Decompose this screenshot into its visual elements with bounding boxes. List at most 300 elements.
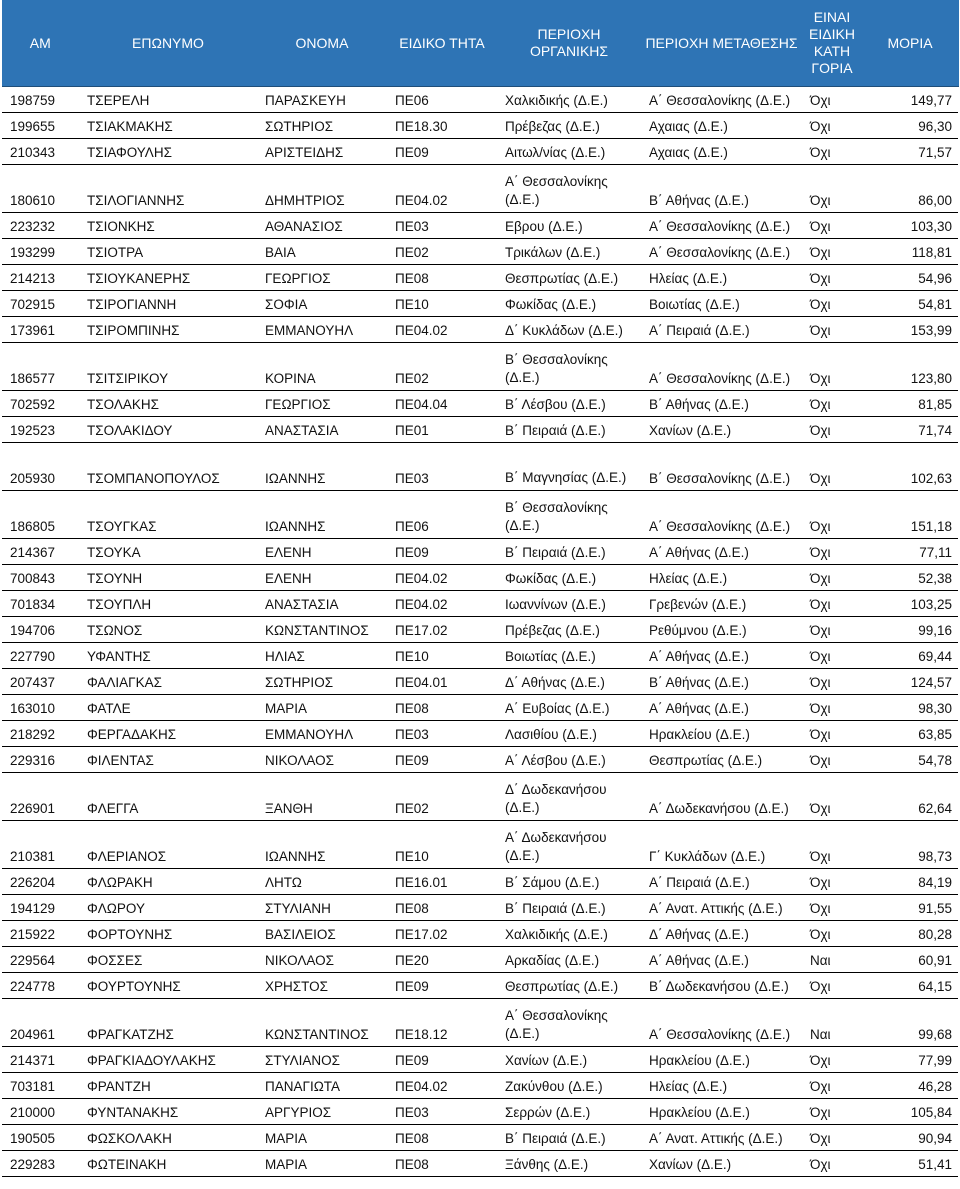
table-row	[2, 265, 958, 291]
points-cell: 103,25	[862, 591, 958, 617]
points-cell: 153,99	[862, 317, 958, 343]
name-cell: ΗΛΙΑΣ	[257, 643, 387, 669]
name-cell: ΣΤΥΛΙΑΝΟΣ	[257, 1047, 387, 1073]
am-cell: 190505	[2, 1125, 79, 1151]
table-row	[2, 1125, 958, 1151]
col-am-header: ΑΜ	[2, 0, 79, 87]
specialty-cell: ΠΕ06	[387, 87, 497, 113]
name-cell: ΚΩΝΣΤΑΝΤΙΝΟΣ	[257, 617, 387, 643]
specialty-cell: ΠΕ10	[387, 821, 497, 869]
table-row	[2, 747, 958, 773]
specialty-cell: ΠΕ03	[387, 721, 497, 747]
origin-region-cell: Β΄ Πειραιά (Δ.Ε.)	[497, 539, 641, 565]
name-cell: ΣΟΦΙΑ	[257, 291, 387, 317]
specialty-cell: ΠΕ09	[387, 973, 497, 999]
surname-cell: ΤΣΟΥΓΚΑΣ	[79, 491, 257, 539]
am-cell: 703181	[2, 1073, 79, 1099]
origin-region-cell: Ξάνθης (Δ.Ε.)	[497, 1151, 641, 1177]
name-cell: ΜΑΡΙΑ	[257, 1151, 387, 1177]
specialty-cell: ΠΕ17.02	[387, 921, 497, 947]
name-cell: ΝΙΚΟΛΑΟΣ	[257, 947, 387, 973]
surname-cell: ΤΣΙΟΥΚΑΝΕΡΗΣ	[79, 265, 257, 291]
special-category-cell: Όχι	[802, 113, 862, 139]
points-cell: 77,11	[862, 539, 958, 565]
col-name-header: ΟΝΟΜΑ	[257, 0, 387, 87]
surname-cell: ΤΣΙΡΟΓΙΑΝΝΗ	[79, 291, 257, 317]
transfer-region-cell: Θεσπρωτίας (Δ.Ε.)	[641, 747, 802, 773]
special-category-cell: Όχι	[802, 1099, 862, 1125]
table-row	[2, 317, 958, 343]
transfer-region-cell: Ηλείας (Δ.Ε.)	[641, 265, 802, 291]
surname-cell: ΦΛΕΡΙΑΝΟΣ	[79, 821, 257, 869]
specialty-cell: ΠΕ06	[387, 491, 497, 539]
am-cell: 194706	[2, 617, 79, 643]
origin-region-cell: Δ΄ Δωδεκανήσου (Δ.Ε.)	[497, 773, 641, 821]
transfer-region-cell: Β΄ Θεσσαλονίκης (Δ.Ε.)	[641, 443, 802, 491]
name-cell: ΑΝΑΣΤΑΣΙΑ	[257, 417, 387, 443]
surname-cell: ΦΟΣΣΕΣ	[79, 947, 257, 973]
col-special-category-header: ΕΙΝΑΙ ΕΙΔΙΚΗ ΚΑΤΗ ΓΟΡΙΑ	[802, 0, 862, 87]
specialty-cell: ΠΕ04.02	[387, 317, 497, 343]
transfer-region-cell: Α΄ Αθήνας (Δ.Ε.)	[641, 643, 802, 669]
specialty-cell: ΠΕ08	[387, 1151, 497, 1177]
transfer-region-cell: Α΄ Πειραιά (Δ.Ε.)	[641, 869, 802, 895]
transfer-region-cell: Α΄ Πειραιά (Δ.Ε.)	[641, 317, 802, 343]
table-row	[2, 139, 958, 165]
transfer-region-cell: Α΄ Ανατ. Αττικής (Δ.Ε.)	[641, 1125, 802, 1151]
surname-cell: ΦΥΝΤΑΝΑΚΗΣ	[79, 1099, 257, 1125]
special-category-cell: Όχι	[802, 695, 862, 721]
transfer-region-cell: Α΄ Θεσσαλονίκης (Δ.Ε.)	[641, 239, 802, 265]
specialty-cell: ΠΕ04.02	[387, 591, 497, 617]
table-row	[2, 669, 958, 695]
surname-cell: ΦΩΤΕΙΝΑΚΗ	[79, 1151, 257, 1177]
surname-cell: ΦΑΛΙΑΓΚΑΣ	[79, 669, 257, 695]
points-cell: 103,30	[862, 213, 958, 239]
special-category-cell: Όχι	[802, 669, 862, 695]
specialty-cell: ΠΕ04.02	[387, 565, 497, 591]
special-category-cell: Όχι	[802, 213, 862, 239]
surname-cell: ΥΦΑΝΤΗΣ	[79, 643, 257, 669]
table-row	[2, 391, 958, 417]
origin-region-cell: Βοιωτίας (Δ.Ε.)	[497, 643, 641, 669]
surname-cell: ΦΙΛΕΝΤΑΣ	[79, 747, 257, 773]
col-origin-region-header: ΠΕΡΙΟΧΗ ΟΡΓΑΝΙΚΗΣ	[497, 0, 641, 87]
special-category-cell: Όχι	[802, 491, 862, 539]
table-row	[2, 1073, 958, 1099]
points-cell: 99,16	[862, 617, 958, 643]
table-row	[2, 443, 958, 491]
points-cell: 54,96	[862, 265, 958, 291]
points-cell: 52,38	[862, 565, 958, 591]
transfer-region-cell: Β΄ Δωδεκανήσου (Δ.Ε.)	[641, 973, 802, 999]
table-row	[2, 869, 958, 895]
points-cell: 60,91	[862, 947, 958, 973]
surname-cell: ΦΩΣΚΟΛΑΚΗ	[79, 1125, 257, 1151]
special-category-cell: Όχι	[802, 1047, 862, 1073]
am-cell: 226901	[2, 773, 79, 821]
am-cell: 194129	[2, 895, 79, 921]
surname-cell: ΦΛΩΡΑΚΗ	[79, 869, 257, 895]
specialty-cell: ΠΕ08	[387, 695, 497, 721]
origin-region-cell: Σερρών (Δ.Ε.)	[497, 1099, 641, 1125]
am-cell: 186805	[2, 491, 79, 539]
table-row	[2, 113, 958, 139]
points-cell: 71,74	[862, 417, 958, 443]
am-cell: 702592	[2, 391, 79, 417]
points-cell: 80,28	[862, 921, 958, 947]
am-cell: 163010	[2, 695, 79, 721]
am-cell: 192523	[2, 417, 79, 443]
transfer-region-cell: Βοιωτίας (Δ.Ε.)	[641, 291, 802, 317]
surname-cell: ΤΣΙΤΣΙΡΙΚΟΥ	[79, 343, 257, 391]
transfer-region-cell: Β΄ Αθήνας (Δ.Ε.)	[641, 165, 802, 213]
surname-cell: ΤΣΟΛΑΚΙΔΟΥ	[79, 417, 257, 443]
origin-region-cell: Ιωαννίνων (Δ.Ε.)	[497, 591, 641, 617]
points-cell: 54,78	[862, 747, 958, 773]
specialty-cell: ΠΕ16.01	[387, 869, 497, 895]
transfer-region-cell: Β΄ Αθήνας (Δ.Ε.)	[641, 391, 802, 417]
transfer-region-cell: Ηρακλείου (Δ.Ε.)	[641, 721, 802, 747]
table-row	[2, 721, 958, 747]
name-cell: ΠΑΡΑΣΚΕΥΗ	[257, 87, 387, 113]
transfer-region-cell: Χανίων (Δ.Ε.)	[641, 417, 802, 443]
name-cell: ΣΩΤΗΡΙΟΣ	[257, 113, 387, 139]
origin-region-cell: Θεσπρωτίας (Δ.Ε.)	[497, 265, 641, 291]
surname-cell: ΤΣΟΜΠΑΝΟΠΟΥΛΟΣ	[79, 443, 257, 491]
table-row	[2, 239, 958, 265]
special-category-cell: Όχι	[802, 1125, 862, 1151]
points-cell: 149,77	[862, 87, 958, 113]
surname-cell: ΦΛΩΡΟΥ	[79, 895, 257, 921]
name-cell: ΣΩΤΗΡΙΟΣ	[257, 669, 387, 695]
surname-cell: ΦΕΡΓΑΔΑΚΗΣ	[79, 721, 257, 747]
surname-cell: ΤΣΙΑΚΜΑΚΗΣ	[79, 113, 257, 139]
table-row	[2, 165, 958, 213]
surname-cell: ΤΣΙΡΟΜΠΙΝΗΣ	[79, 317, 257, 343]
transfer-region-cell: Χανίων (Δ.Ε.)	[641, 1151, 802, 1177]
col-surname-header: ΕΠΩΝΥΜΟ	[79, 0, 257, 87]
transfer-region-cell: Γ΄ Κυκλάδων (Δ.Ε.)	[641, 821, 802, 869]
specialty-cell: ΠΕ02	[387, 773, 497, 821]
points-cell: 105,84	[862, 1099, 958, 1125]
am-cell: 702915	[2, 291, 79, 317]
specialty-cell: ΠΕ02	[387, 239, 497, 265]
name-cell: ΔΗΜΗΤΡΙΟΣ	[257, 165, 387, 213]
name-cell: ΙΩΑΝΝΗΣ	[257, 491, 387, 539]
transfer-region-cell: Α΄ Θεσσαλονίκης (Δ.Ε.)	[641, 87, 802, 113]
table-row	[2, 921, 958, 947]
am-cell: 198759	[2, 87, 79, 113]
transfer-region-cell: Α΄ Αθήνας (Δ.Ε.)	[641, 695, 802, 721]
am-cell: 229564	[2, 947, 79, 973]
surname-cell: ΦΟΥΡΤΟΥΝΗΣ	[79, 973, 257, 999]
name-cell: ΛΗΤΩ	[257, 869, 387, 895]
col-transfer-region-header: ΠΕΡΙΟΧΗ ΜΕΤΑΘΕΣΗΣ	[641, 0, 802, 87]
special-category-cell: Όχι	[802, 721, 862, 747]
transfer-region-cell: Α΄ Θεσσαλονίκης (Δ.Ε.)	[641, 491, 802, 539]
surname-cell: ΦΡΑΝΤΖΗ	[79, 1073, 257, 1099]
am-cell: 700843	[2, 565, 79, 591]
origin-region-cell: Δ΄ Κυκλάδων (Δ.Ε.)	[497, 317, 641, 343]
table-row	[2, 343, 958, 391]
table-row	[2, 895, 958, 921]
am-cell: 186577	[2, 343, 79, 391]
am-cell: 193299	[2, 239, 79, 265]
special-category-cell: Όχι	[802, 391, 862, 417]
surname-cell: ΦΑΤΛΕ	[79, 695, 257, 721]
name-cell: ΚΟΡΙΝΑ	[257, 343, 387, 391]
origin-region-cell: Α΄ Θεσσαλονίκης (Δ.Ε.)	[497, 999, 641, 1047]
special-category-cell: Όχι	[802, 443, 862, 491]
points-cell: 81,85	[862, 391, 958, 417]
specialty-cell: ΠΕ03	[387, 213, 497, 239]
points-cell: 86,00	[862, 165, 958, 213]
transfer-region-cell: Ηλείας (Δ.Ε.)	[641, 1073, 802, 1099]
table-row	[2, 1047, 958, 1073]
am-cell: 226204	[2, 869, 79, 895]
name-cell: ΞΑΝΘΗ	[257, 773, 387, 821]
am-cell: 701834	[2, 591, 79, 617]
special-category-cell: Ναι	[802, 999, 862, 1047]
am-cell: 207437	[2, 669, 79, 695]
table-row	[2, 87, 958, 113]
special-category-cell: Όχι	[802, 591, 862, 617]
am-cell: 204961	[2, 999, 79, 1047]
points-cell: 64,15	[862, 973, 958, 999]
transfer-region-cell: Αχαιας (Δ.Ε.)	[641, 139, 802, 165]
name-cell: ΑΝΑΣΤΑΣΙΑ	[257, 591, 387, 617]
origin-region-cell: Β΄ Πειραιά (Δ.Ε.)	[497, 895, 641, 921]
transfer-region-cell: Ηλείας (Δ.Ε.)	[641, 565, 802, 591]
surname-cell: ΤΣΩΝΟΣ	[79, 617, 257, 643]
specialty-cell: ΠΕ08	[387, 895, 497, 921]
am-cell: 210381	[2, 821, 79, 869]
specialty-cell: ΠΕ10	[387, 643, 497, 669]
table-row	[2, 999, 958, 1047]
transfer-region-cell: Α΄ Ανατ. Αττικής (Δ.Ε.)	[641, 895, 802, 921]
points-cell: 118,81	[862, 239, 958, 265]
name-cell: ΠΑΝΑΓΙΩΤΑ	[257, 1073, 387, 1099]
points-cell: 123,80	[862, 343, 958, 391]
surname-cell: ΤΣΟΛΑΚΗΣ	[79, 391, 257, 417]
origin-region-cell: Ζακύνθου (Δ.Ε.)	[497, 1073, 641, 1099]
am-cell: 210000	[2, 1099, 79, 1125]
specialty-cell: ΠΕ18.12	[387, 999, 497, 1047]
origin-region-cell: Β΄ Σάμου (Δ.Ε.)	[497, 869, 641, 895]
name-cell: ΒΑΙΑ	[257, 239, 387, 265]
special-category-cell: Όχι	[802, 343, 862, 391]
table-row	[2, 1151, 958, 1177]
am-cell: 199655	[2, 113, 79, 139]
surname-cell: ΤΣΙΑΦΟΥΛΗΣ	[79, 139, 257, 165]
points-cell: 54,81	[862, 291, 958, 317]
origin-region-cell: Β΄ Πειραιά (Δ.Ε.)	[497, 417, 641, 443]
transfer-region-cell: Α΄ Θεσσαλονίκης (Δ.Ε.)	[641, 999, 802, 1047]
table-row	[2, 617, 958, 643]
name-cell: ΕΜΜΑΝΟΥΗΛ	[257, 721, 387, 747]
origin-region-cell: Β΄ Λέσβου (Δ.Ε.)	[497, 391, 641, 417]
origin-region-cell: Α΄ Ευβοίας (Δ.Ε.)	[497, 695, 641, 721]
am-cell: 224778	[2, 973, 79, 999]
special-category-cell: Όχι	[802, 417, 862, 443]
specialty-cell: ΠΕ08	[387, 1125, 497, 1151]
origin-region-cell: Α΄ Θεσσαλονίκης (Δ.Ε.)	[497, 165, 641, 213]
points-cell: 63,85	[862, 721, 958, 747]
name-cell: ΝΙΚΟΛΑΟΣ	[257, 747, 387, 773]
special-category-cell: Όχι	[802, 747, 862, 773]
specialty-cell: ΠΕ10	[387, 291, 497, 317]
table-row	[2, 213, 958, 239]
name-cell: ΑΘΑΝΑΣΙΟΣ	[257, 213, 387, 239]
points-cell: 102,63	[862, 443, 958, 491]
origin-region-cell: Χαλκιδικής (Δ.Ε.)	[497, 921, 641, 947]
transfer-region-cell: Α΄ Θεσσαλονίκης (Δ.Ε.)	[641, 343, 802, 391]
origin-region-cell: Β΄ Μαγνησίας (Δ.Ε.)	[497, 443, 641, 491]
specialty-cell: ΠΕ18.30	[387, 113, 497, 139]
table-header	[2, 0, 958, 87]
table-row	[2, 591, 958, 617]
surname-cell: ΤΣΟΥΚΑ	[79, 539, 257, 565]
special-category-cell: Όχι	[802, 921, 862, 947]
points-cell: 51,41	[862, 1151, 958, 1177]
table-row	[2, 973, 958, 999]
specialty-cell: ΠΕ04.01	[387, 669, 497, 695]
origin-region-cell: Χαλκιδικής (Δ.Ε.)	[497, 87, 641, 113]
specialty-cell: ΠΕ04.04	[387, 391, 497, 417]
name-cell: ΕΜΜΑΝΟΥΗΛ	[257, 317, 387, 343]
am-cell: 229316	[2, 747, 79, 773]
name-cell: ΑΡΓΥΡΙΟΣ	[257, 1099, 387, 1125]
surname-cell: ΤΣΙΟΤΡΑ	[79, 239, 257, 265]
origin-region-cell: Λασιθίου (Δ.Ε.)	[497, 721, 641, 747]
name-cell: ΒΑΣΙΛΕΙΟΣ	[257, 921, 387, 947]
header-row	[2, 0, 958, 87]
specialty-cell: ΠΕ01	[387, 417, 497, 443]
transfer-region-cell: Α΄ Αθήνας (Δ.Ε.)	[641, 539, 802, 565]
special-category-cell: Όχι	[802, 869, 862, 895]
am-cell: 229283	[2, 1151, 79, 1177]
transfer-region-cell: Ηρακλείου (Δ.Ε.)	[641, 1099, 802, 1125]
special-category-cell: Όχι	[802, 643, 862, 669]
origin-region-cell: Α΄ Δωδεκανήσου (Δ.Ε.)	[497, 821, 641, 869]
transfer-region-cell: Β΄ Αθήνας (Δ.Ε.)	[641, 669, 802, 695]
origin-region-cell: Δ΄ Αθήνας (Δ.Ε.)	[497, 669, 641, 695]
specialty-cell: ΠΕ04.02	[387, 1073, 497, 1099]
table-row	[2, 773, 958, 821]
surname-cell: ΤΣΕΡΕΛΗ	[79, 87, 257, 113]
origin-region-cell: Αιτωλ/νίας (Δ.Ε.)	[497, 139, 641, 165]
special-category-cell: Όχι	[802, 291, 862, 317]
transfer-region-cell: Αχαιας (Δ.Ε.)	[641, 113, 802, 139]
surname-cell: ΦΛΕΓΓΑ	[79, 773, 257, 821]
special-category-cell: Όχι	[802, 165, 862, 213]
am-cell: 205930	[2, 443, 79, 491]
origin-region-cell: Β΄ Θεσσαλονίκης (Δ.Ε.)	[497, 343, 641, 391]
am-cell: 214367	[2, 539, 79, 565]
special-category-cell: Όχι	[802, 1073, 862, 1099]
am-cell: 215922	[2, 921, 79, 947]
name-cell: ΙΩΑΝΝΗΣ	[257, 443, 387, 491]
table-row	[2, 821, 958, 869]
surname-cell: ΤΣΙΛΟΓΙΑΝΝΗΣ	[79, 165, 257, 213]
name-cell: ΣΤΥΛΙΑΝΗ	[257, 895, 387, 921]
name-cell: ΜΑΡΙΑ	[257, 695, 387, 721]
points-cell: 77,99	[862, 1047, 958, 1073]
special-category-cell: Ναι	[802, 947, 862, 973]
specialty-cell: ΠΕ04.02	[387, 165, 497, 213]
specialty-cell: ΠΕ03	[387, 1099, 497, 1125]
points-cell: 91,55	[862, 895, 958, 921]
surname-cell: ΦΡΑΓΚΙΑΔΟΥΛΑΚΗΣ	[79, 1047, 257, 1073]
name-cell: ΕΛΕΝΗ	[257, 539, 387, 565]
origin-region-cell: Πρέβεζας (Δ.Ε.)	[497, 113, 641, 139]
surname-cell: ΦΟΡΤΟΥΝΗΣ	[79, 921, 257, 947]
transfer-region-cell: Δ΄ Αθήνας (Δ.Ε.)	[641, 921, 802, 947]
col-points-header: ΜΟΡΙΑ	[862, 0, 958, 87]
special-category-cell: Όχι	[802, 1151, 862, 1177]
origin-region-cell: Φωκίδας (Δ.Ε.)	[497, 291, 641, 317]
origin-region-cell: Εβρου (Δ.Ε.)	[497, 213, 641, 239]
table-row	[2, 417, 958, 443]
am-cell: 218292	[2, 721, 79, 747]
origin-region-cell: Θεσπρωτίας (Δ.Ε.)	[497, 973, 641, 999]
name-cell: ΑΡΙΣΤΕΙΔΗΣ	[257, 139, 387, 165]
am-cell: 180610	[2, 165, 79, 213]
origin-region-cell: Α΄ Λέσβου (Δ.Ε.)	[497, 747, 641, 773]
col-specialty-header: ΕΙΔΙΚΟ ΤΗΤΑ	[387, 0, 497, 87]
points-cell: 99,68	[862, 999, 958, 1047]
transfer-region-cell: Α΄ Θεσσαλονίκης (Δ.Ε.)	[641, 213, 802, 239]
special-category-cell: Όχι	[802, 539, 862, 565]
name-cell: ΚΩΝΣΤΑΝΤΙΝΟΣ	[257, 999, 387, 1047]
special-category-cell: Όχι	[802, 239, 862, 265]
surname-cell: ΦΡΑΓΚΑΤΖΗΣ	[79, 999, 257, 1047]
points-cell: 62,64	[862, 773, 958, 821]
special-category-cell: Όχι	[802, 265, 862, 291]
transfer-region-cell: Α΄ Δωδεκανήσου (Δ.Ε.)	[641, 773, 802, 821]
specialty-cell: ΠΕ02	[387, 343, 497, 391]
origin-region-cell: Φωκίδας (Δ.Ε.)	[497, 565, 641, 591]
surname-cell: ΤΣΟΥΠΛΗ	[79, 591, 257, 617]
am-cell: 227790	[2, 643, 79, 669]
origin-region-cell: Β΄ Πειραιά (Δ.Ε.)	[497, 1125, 641, 1151]
transfer-region-cell: Γρεβενών (Δ.Ε.)	[641, 591, 802, 617]
points-cell: 46,28	[862, 1073, 958, 1099]
table-row	[2, 643, 958, 669]
origin-region-cell: Τρικάλων (Δ.Ε.)	[497, 239, 641, 265]
surname-cell: ΤΣΟΥΝΗ	[79, 565, 257, 591]
special-category-cell: Όχι	[802, 565, 862, 591]
name-cell: ΓΕΩΡΓΙΟΣ	[257, 391, 387, 417]
transfer-region-cell: Ρεθύμνου (Δ.Ε.)	[641, 617, 802, 643]
special-category-cell: Όχι	[802, 773, 862, 821]
points-cell: 71,57	[862, 139, 958, 165]
specialty-cell: ΠΕ09	[387, 747, 497, 773]
special-category-cell: Όχι	[802, 87, 862, 113]
am-cell: 214213	[2, 265, 79, 291]
special-category-cell: Όχι	[802, 617, 862, 643]
table-row	[2, 565, 958, 591]
table-row	[2, 491, 958, 539]
table-row	[2, 947, 958, 973]
table-row	[2, 291, 958, 317]
am-cell: 214371	[2, 1047, 79, 1073]
specialty-cell: ΠΕ03	[387, 443, 497, 491]
specialty-cell: ΠΕ09	[387, 539, 497, 565]
origin-region-cell: Χανίων (Δ.Ε.)	[497, 1047, 641, 1073]
special-category-cell: Όχι	[802, 821, 862, 869]
